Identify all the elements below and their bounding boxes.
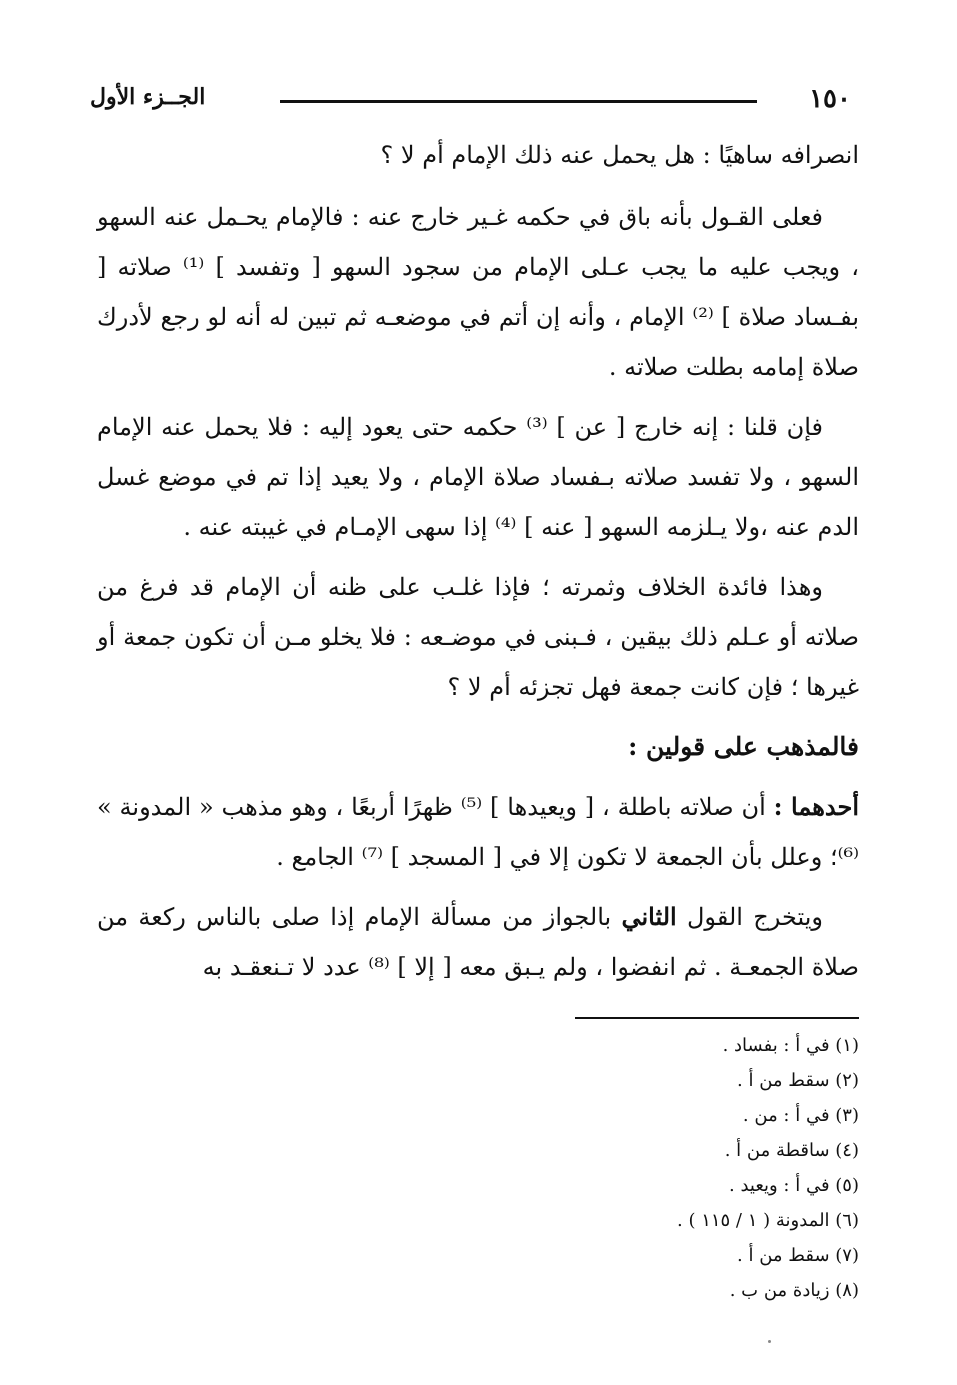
first-opinion	[97, 782, 859, 882]
footnote-8: (٨) زيادة من ب .	[729, 1280, 859, 1301]
header-rule	[280, 100, 757, 103]
footnote-1: (١) في أ : بفساد .	[722, 1035, 859, 1056]
footnote-6: (٦) المدونة ( ١ / ١١٥ ) .	[677, 1210, 859, 1231]
footnote-7: (٧) سقط من أ .	[737, 1245, 859, 1266]
second-opinion-after: بالجواز من مسألة الإمام إذا صلى بالناس ركعة من صلاة الجمعـة . ثم انفضوا ، ولم يـبق معه [ إلا ] ⁽⁸⁾ عدد لا تـنعقـد به	[97, 903, 859, 981]
section-heading: فالمذهب على قولين :	[628, 732, 859, 761]
paragraph-2: فعلى القـول بأنه باق في حكمه غـير خارج عنه : فالإمام يحـمل عنه السهو ، ويجب عليه ما يجب عـلى الإمام من سجود السهو [ وتفسد ] ⁽¹⁾ صلاته [ بفـساد صلاة ] ⁽²⁾ الإمام ، وأنه إن أتم في موضعـه ثم تبين له أنه لو رجع لأدرك صلاة إمامه بطلت صلاته .	[97, 203, 860, 381]
volume-title: الجــزء الأول	[90, 84, 206, 110]
footnote-5: (٥) في أ : ويعيد .	[729, 1175, 859, 1196]
footnote-3: (٣) في أ : من .	[742, 1105, 859, 1126]
paragraph-1: انصرافه ساهيًا : هل يحمل عنه ذلك الإمام أم لا ؟	[380, 141, 859, 169]
paragraph-4: وهذا فائدة الخلاف وثمرته ؛ فإذا غلـب على ظنه أن الإمام قد فرغ من صلاته أو عـلم ذلك بيقين ، فـبنى في موضـعه : فلا يخلو مـن أن تكون جمعة أو غيرها ؛ فإن كانت جمعة فهل تجزئه أم لا ؟	[97, 573, 859, 701]
footnotes	[479, 1028, 859, 1308]
second-opinion-before: ويتخرج القول	[676, 903, 823, 931]
first-opinion-label: أحدهما :	[773, 792, 859, 821]
second-opinion	[97, 892, 859, 992]
footnote-rule	[575, 1017, 859, 1019]
page-number: ١٥٠	[809, 84, 851, 114]
scan-speck	[768, 1340, 771, 1343]
footnote-2: (٢) سقط من أ .	[737, 1070, 859, 1091]
footnote-4: (٤) ساقطة من أ .	[724, 1140, 859, 1161]
second-opinion-label: الثاني	[621, 902, 677, 931]
first-opinion-text: أن صلاته باطلة ، [ ويعيدها ] ⁽⁵⁾ ظهرًا أربعًا ، وهو مذهب « المدونة » ⁽⁶⁾؛ وعلل بأن الجمعة لا تكون إلا في [ المسجد ] ⁽⁷⁾ الجامع .	[97, 793, 859, 871]
page-header	[90, 78, 867, 118]
paragraph-3: فإن قلنا : إنه خارج [ عن ] ⁽³⁾ حكمه حتى يعود إليه : فلا يحمل عنه الإمام السهو ، ولا تفسد صلاته بـفساد صلاة الإمام ، ولا يعيد إذا تم في موضع غسل الدم عنه ،ولا يـلزمه السهو [ عنه ] ⁽⁴⁾ إذا سهى الإمـام في غيبته عنه .	[97, 413, 859, 541]
main-text	[97, 130, 859, 1002]
